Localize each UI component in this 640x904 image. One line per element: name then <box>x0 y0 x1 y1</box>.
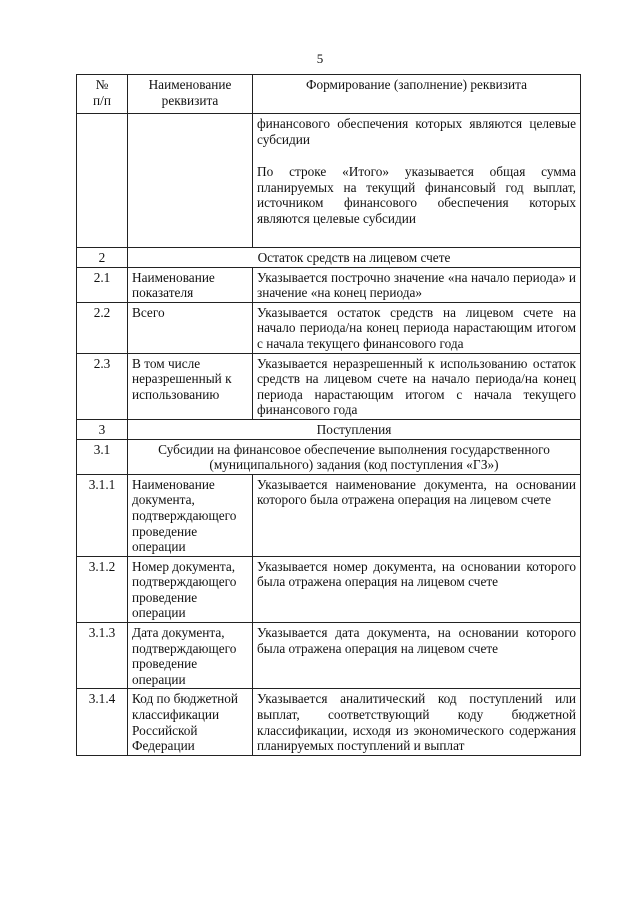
table-row <box>77 556 581 622</box>
header-formation: Формирование (заполнение) реквизита <box>253 75 581 114</box>
row-description: Указывается неразрешенный к использованию остаток средств на лицевом счете на начало периода/на конец периода нарастающим итогом с начала текущего финансового года <box>253 353 581 419</box>
row-number: 3.1.4 <box>77 689 128 755</box>
row-number: 3.1.1 <box>77 474 128 556</box>
row-name: Дата документа, подтверждающего проведение операции <box>128 623 253 689</box>
row-description: Указывается дата документа, на основании которого была отражена операция на лицевом счете <box>253 623 581 689</box>
table-row <box>77 267 581 302</box>
header-name: Наименование реквизита <box>128 75 253 114</box>
section-title: Поступления <box>128 419 581 439</box>
table-row <box>77 689 581 755</box>
section-row <box>77 248 581 268</box>
subsection-number: 3.1 <box>77 439 128 474</box>
page-number: 5 <box>316 51 324 66</box>
row-number: 3.1.3 <box>77 623 128 689</box>
section-row <box>77 419 581 439</box>
row-name: Наименование показателя <box>128 267 253 302</box>
cell-description <box>253 114 581 248</box>
subsection-row <box>77 439 581 474</box>
table-row <box>77 623 581 689</box>
row-description: Указывается наименование документа, на основании которого была отражена операция на лицевом счете <box>253 474 581 556</box>
table-row <box>77 353 581 419</box>
row-name: Всего <box>128 302 253 353</box>
section-number: 3 <box>77 419 128 439</box>
row-description: Указывается аналитический код поступлений или выплат, соответствующий коду бюджетной классификации, исходя из экономического содержания планируемых поступлений и выплат <box>253 689 581 755</box>
table-row <box>77 114 581 248</box>
header-number: № п/п <box>77 75 128 114</box>
subsection-title: Субсидии на финансовое обеспечение выполнения государственного (муниципального) задания (код поступления «ГЗ») <box>128 439 581 474</box>
table-row <box>77 474 581 556</box>
row-name: Номер документа, подтверждающего проведение операции <box>128 556 253 622</box>
continuation-text: финансового обеспечения которых являются целевые субсидии <box>257 116 576 147</box>
table-row <box>77 302 581 353</box>
row-name: Наименование документа, подтверждающего проведение операции <box>128 474 253 556</box>
row-name: Код по бюджетной классификации Российской Федерации <box>128 689 253 755</box>
cell-name <box>128 114 253 248</box>
row-number: 2.2 <box>77 302 128 353</box>
row-number: 2.1 <box>77 267 128 302</box>
row-description: Указывается номер документа, на основании которого была отражена операция на лицевом счете <box>253 556 581 622</box>
row-number: 2.3 <box>77 353 128 419</box>
cell-number <box>77 114 128 248</box>
row-number: 3.1.2 <box>77 556 128 622</box>
requisites-table <box>76 74 581 756</box>
table-header-row <box>77 75 581 114</box>
section-title: Остаток средств на лицевом счете <box>128 248 581 268</box>
row-name: В том числе неразрешенный к использованию <box>128 353 253 419</box>
row-description: Указывается остаток средств на лицевом счете на начало периода/на конец периода нарастающим итогом с начала текущего финансового года <box>253 302 581 353</box>
row-description: Указывается построчно значение «на начало периода» и значение «на конец периода» <box>253 267 581 302</box>
section-number: 2 <box>77 248 128 268</box>
itogo-text: По строке «Итого» указывается общая сумма планируемых на текущий финансовый год выплат, источником финансового обеспечения которых являются целевые субсидии <box>257 164 576 226</box>
